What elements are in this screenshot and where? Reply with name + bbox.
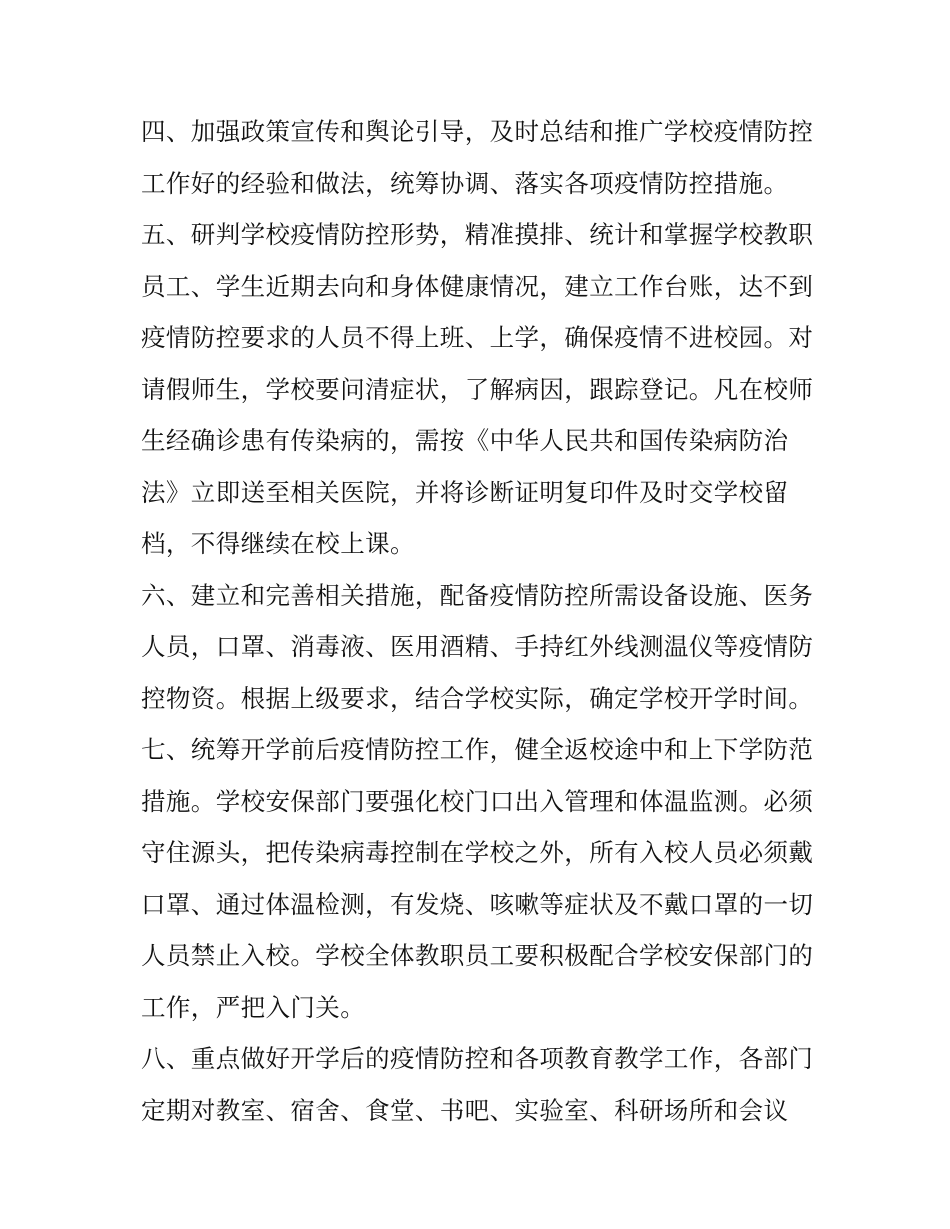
text-line: 六、建立和完善相关措施，配备疫情防控所需设备设施、医务 bbox=[141, 580, 814, 610]
text-line: 工作，严把入门关。 bbox=[141, 992, 366, 1022]
text-line: 五、研判学校疫情防控形势，精准摸排、统计和掌握学校教职 bbox=[141, 220, 814, 249]
text-line: 生经确诊患有传染病的，需按《中华人民共和国传染病防治 bbox=[141, 426, 789, 455]
text-line: 口罩、通过体温检测，有发烧、咳嗽等症状及不戴口罩的一切 bbox=[141, 889, 814, 919]
text-line: 请假师生，学校要问清症状，了解病因，跟踪登记。凡在校师 bbox=[141, 374, 814, 404]
text-line: 措施。学校安保部门要强化校门口出入管理和体温监测。必须 bbox=[141, 786, 814, 816]
text-line: 人员禁止入校。学校全体教职员工要积极配合学校安保部门的 bbox=[141, 941, 814, 970]
text-line: 员工、学生近期去向和身体健康情况，建立工作台账，达不到 bbox=[141, 271, 814, 301]
text-line: 档，不得继续在校上课。 bbox=[141, 529, 415, 558]
body-text bbox=[141, 106, 821, 1136]
text-line: 八、重点做好开学后的疫情防控和各项教育教学工作，各部门 bbox=[141, 1044, 814, 1073]
text-line: 控物资。根据上级要求，结合学校实际，确定学校开学时间。 bbox=[141, 683, 814, 713]
text-line: 守住源头，把传染病毒控制在学校之外，所有入校人员必须戴 bbox=[141, 838, 814, 867]
text-line: 定期对教室、宿舍、食堂、书吧、实验室、科研场所和会议 bbox=[141, 1095, 789, 1125]
text-line: 人员，口罩、消毒液、医用酒精、手持红外线测温仪等疫情防 bbox=[141, 632, 814, 661]
text-line: 七、统筹开学前后疫情防控工作，健全返校途中和上下学防范 bbox=[141, 735, 814, 764]
text-line: 疫情防控要求的人员不得上班、上学，确保疫情不进校园。对 bbox=[141, 323, 814, 352]
text-line: 工作好的经验和做法，统筹协调、落实各项疫情防控措施。 bbox=[141, 168, 789, 198]
text-line: 法》立即送至相关医院，并将诊断证明复印件及时交学校留 bbox=[141, 477, 789, 507]
text-line: 四、加强政策宣传和舆论引导，及时总结和推广学校疫情防控 bbox=[141, 117, 814, 146]
